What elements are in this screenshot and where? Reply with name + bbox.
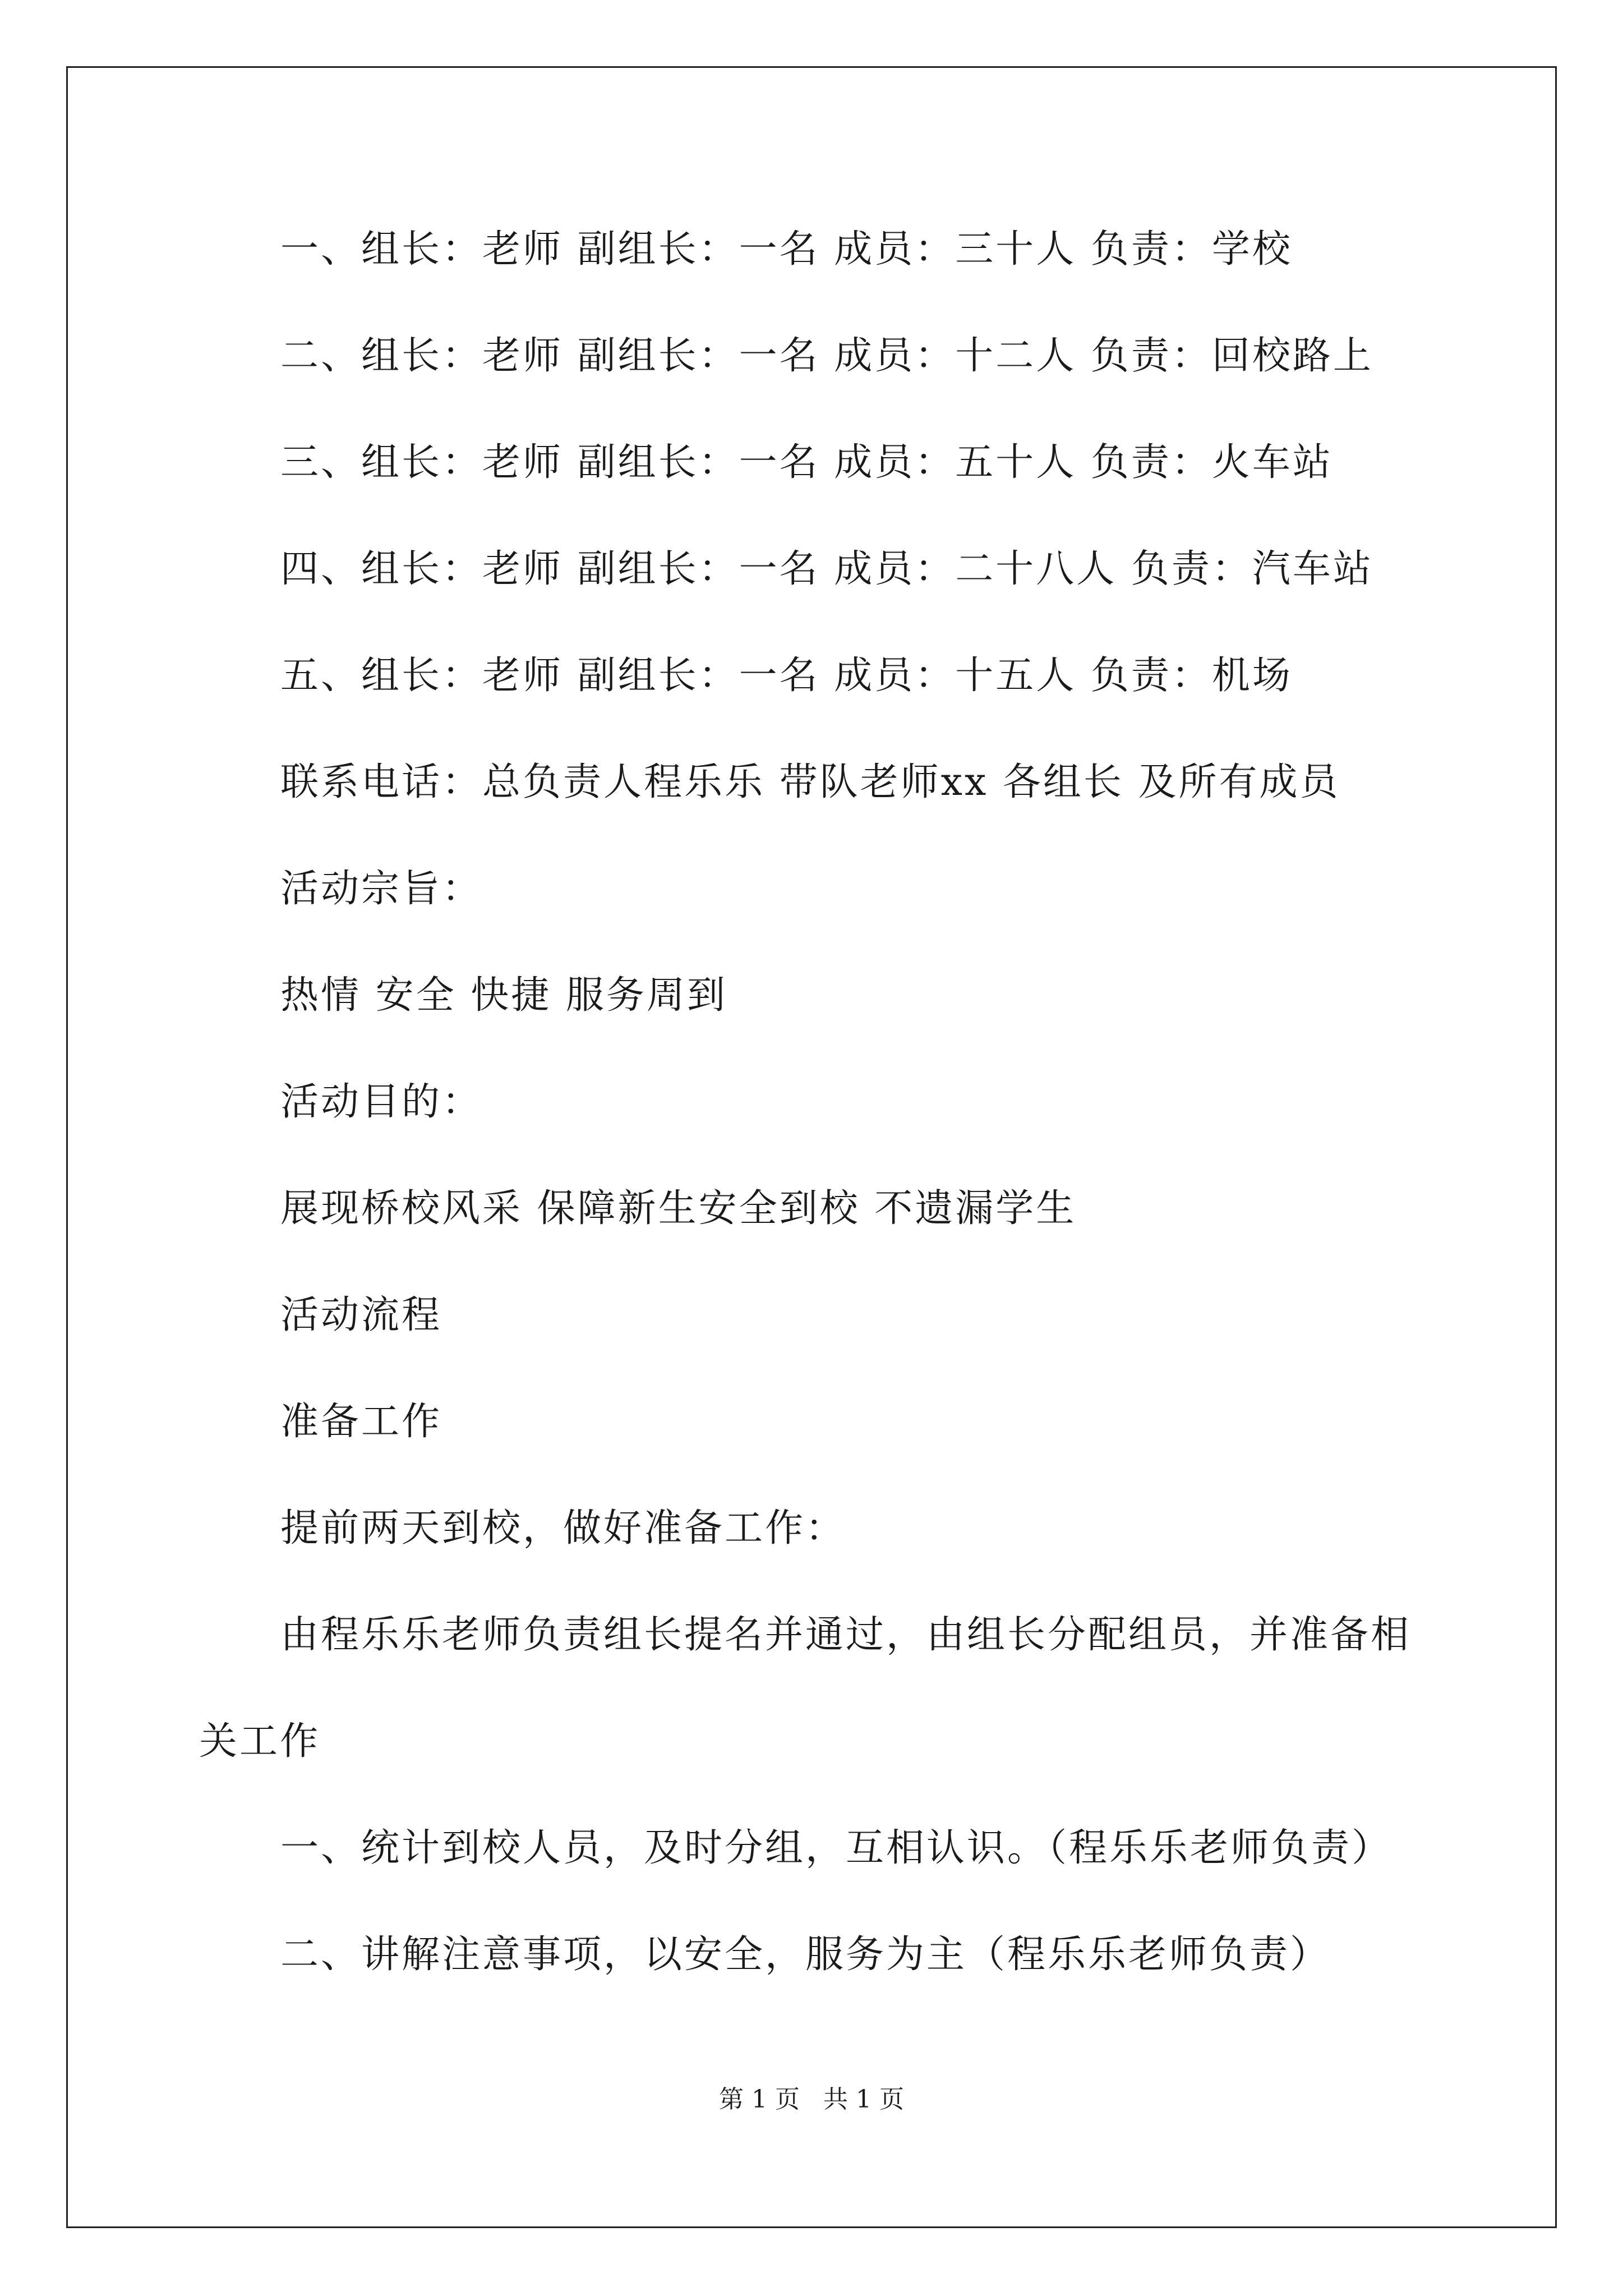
process-heading: 活动流程 <box>280 1293 442 1337</box>
purpose-text: 热情 安全 快捷 服务周到 <box>280 973 727 1018</box>
step-1-line: 一、统计到校人员，及时分组，互相认识。（程乐乐老师负责） <box>280 1826 1393 1870</box>
goal-heading: 活动目的： <box>280 1080 483 1124</box>
paragraph-line-2: 关工作 <box>199 1719 321 1764</box>
paragraph-line-1: 由程乐乐老师负责组长提名并通过，由组长分配组员，并准备相 <box>280 1613 1412 1657</box>
preparation-text: 提前两天到校，做好准备工作： <box>280 1506 846 1550</box>
purpose-heading: 活动宗旨： <box>280 867 483 911</box>
preparation-heading: 准备工作 <box>280 1400 442 1444</box>
group-3-line: 三、组长：老师 副组长：一名 成员：五十人 负责：火车站 <box>280 440 1333 485</box>
contact-line: 联系电话：总负责人程乐乐 带队老师xx 各组长 及所有成员 <box>280 760 1340 804</box>
page-number-footer: 第 1 页 共 1 页 <box>719 2085 904 2114</box>
group-2-line: 二、组长：老师 副组长：一名 成员：十二人 负责：回校路上 <box>280 334 1373 378</box>
goal-text: 展现桥校风采 保障新生安全到校 不遗漏学生 <box>280 1186 1077 1231</box>
group-5-line: 五、组长：老师 副组长：一名 成员：十五人 负责：机场 <box>280 654 1293 698</box>
group-4-line: 四、组长：老师 副组长：一名 成员：二十八人 负责：汽车站 <box>280 547 1373 591</box>
step-2-line: 二、讲解注意事项，以安全，服务为主（程乐乐老师负责） <box>280 1932 1331 1977</box>
page-border <box>66 66 1557 2228</box>
group-1-line: 一、组长：老师 副组长：一名 成员：三十人 负责：学校 <box>280 227 1293 272</box>
